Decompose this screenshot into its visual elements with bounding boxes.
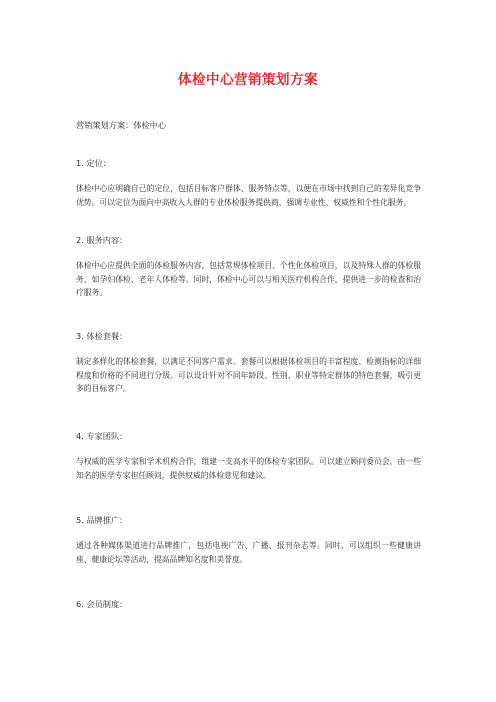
section-services — [76, 235, 421, 300]
section-heading: 1. 定位： — [76, 158, 111, 168]
section-heading: 2. 服务内容： — [76, 235, 128, 245]
section-body: 体检中心应提供全面的体检服务内容，包括常规体检项目、个性化体检项目，以及特殊人群的体检服务，如孕妇体检、老年人体检等。同时，体检中心可以与相关医疗机构合作，提供进一步的检查和治疗服务。 — [76, 261, 421, 298]
section-heading: 3. 体检套餐： — [76, 331, 128, 341]
section-packages — [76, 331, 421, 396]
section-body: 与权威的医学专家和学术机构合作，组建一支高水平的体检专家团队。可以建立顾问委员会，由一些知名的医学专家担任顾问，提供权威的体检意见和建议。 — [76, 457, 421, 480]
section-body: 通过各种媒体渠道进行品牌推广，包括电视广告、广播、报刊杂志等。同时，可以组织一些健康讲座、健康论坛等活动，提高品牌知名度和美誉度。 — [76, 541, 421, 564]
section-body: 制定多样化的体检套餐，以满足不同客户需求。套餐可以根据体检项目的丰富程度、检测指标的详细程度和价格的不同进行分级。可以设计针对不同年龄段、性别、职业等特定群体的特色套餐，吸引更多的目标客户。 — [76, 357, 421, 394]
section-expert-team — [76, 431, 421, 482]
section-heading: 5. 品牌推广： — [76, 515, 128, 525]
section-heading: 6. 会员制度： — [76, 599, 128, 609]
section-positioning — [76, 158, 421, 209]
document-subtitle: 营销策划方案：体检中心 — [76, 120, 167, 130]
section-brand-promotion — [76, 515, 421, 566]
document-title: 体检中心营销策划方案 — [178, 72, 318, 88]
section-body: 体检中心应明确自己的定位，包括目标客户群体、服务特点等，以便在市场中找到自己的差异化竞争优势。可以定位为面向中高收入人群的专业体检服务提供商，强调专业性、权威性和个性化服务。 — [76, 184, 421, 207]
section-heading: 4. 专家团队： — [76, 431, 128, 441]
section-membership — [76, 599, 421, 610]
